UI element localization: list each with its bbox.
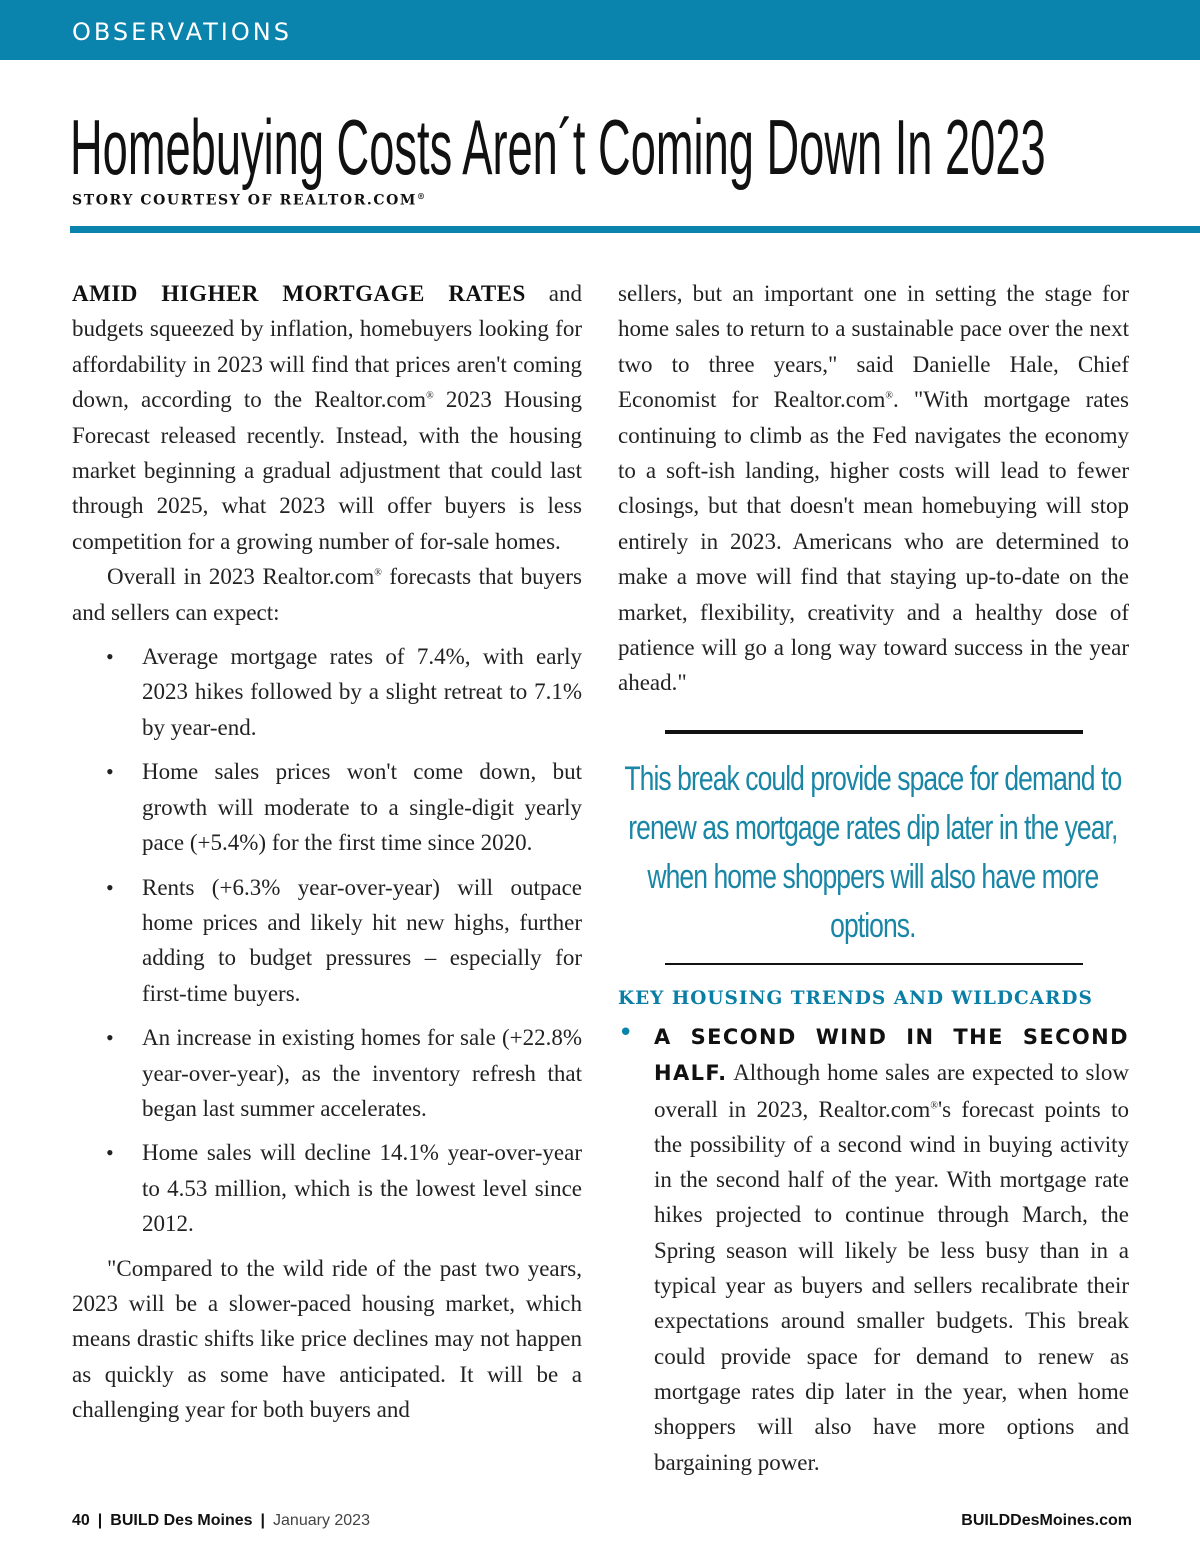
list-item: • Home sales prices won't come down, but growth will moderate to a single-digit yearly pace (+5.4%) for the first time since 2020. bbox=[142, 754, 582, 860]
pull-quote-bottom-rule bbox=[665, 963, 1083, 965]
intro-paragraph bbox=[72, 276, 582, 559]
section-label: OBSERVATIONS bbox=[72, 18, 292, 46]
issue-date: January 2023 bbox=[273, 1512, 370, 1529]
section-banner bbox=[0, 0, 1200, 60]
lead-in: AMID HIGHER MORTGAGE RATES bbox=[72, 281, 526, 306]
list-item: • Home sales will decline 14.1% year-over-year to 4.53 million, which is the lowest level since 2012. bbox=[142, 1135, 582, 1241]
list-item: • Average mortgage rates of 7.4%, with early 2023 hikes followed by a slight retreat to 7.1% by year-end. bbox=[142, 639, 582, 745]
registered-mark: ® bbox=[426, 390, 434, 402]
forecast-intro-paragraph: Overall in 2023 Realtor.com® forecasts that buyers and sellers can expect: bbox=[72, 564, 583, 625]
byline-text: STORY COURTESY OF REALTOR.COM bbox=[72, 192, 418, 209]
article-headline: Homebuying Costs Aren´t Coming Down In 2023 bbox=[70, 103, 1046, 191]
intro-text: and budgets squeezed by inflation, homebuyers looking for affordability in 2023 will find that prices aren't coming down, according to the Realtor.com® 2023 Housing Forecast released recently. Instead, with the housing market beginning a gradual adjustment that could last through 2025, what 2023 will offer buyers is less competition for a growing number of for-sale homes. bbox=[72, 281, 582, 554]
page-number: 40 bbox=[72, 1512, 90, 1529]
pull-quote bbox=[620, 755, 1126, 951]
registered-mark: ® bbox=[885, 390, 893, 402]
quote-continuation-paragraph: sellers, but an important one in setting the stage for home sales to return to a sustainable pace over the next two to three years," said Danielle Hale, Chief Economist for Realtor.com®. "With mortgage rates continuing to climb as the Fed navigates the economy to a soft-ish landing, higher costs will lead to fewer closings, but that doesn't mean homebuying will stop entirely in 2023. Americans who are determined to make a move will find that staying up-to-date on the market, flexibility, creativity and a healthy dose of patience will go a long way toward success in the year ahead." bbox=[618, 281, 1129, 696]
headline-divider bbox=[70, 226, 1200, 233]
bullet-icon: • bbox=[618, 1018, 634, 1048]
footer-separator: | bbox=[97, 1512, 103, 1529]
quote-paragraph: "Compared to the wild ride of the past two years, 2023 will be a slower-paced housing market, which means drastic shifts like price declines may not happen as quickly as some have anticipated. It will be a challenging year for both buyers and bbox=[72, 1255, 582, 1423]
byline-registered-mark: ® bbox=[417, 191, 427, 201]
trend-body: Although home sales are expected to slow overall in 2023, Realtor.com®'s forecast points to the possibility of a second wind in buying activity in the second half of the year. With mortgage rate hikes projected to continue through March, the Spring season will likely be less busy than in a typical year as buyers and sellers recalibrate their expectations around smaller budgets. This break could provide space for demand to renew as mortgage rates dip later in the year, when home shoppers will also have more options and bargaining power. bbox=[654, 1060, 1129, 1475]
list-item: • Rents (+6.3% year-over-year) will outpace home prices and likely hit new highs, further adding to budget pressures – especially for first-time buyers. bbox=[142, 870, 582, 1012]
website-link[interactable]: BUILDDesMoines.com bbox=[961, 1512, 1132, 1529]
registered-mark: ® bbox=[930, 1099, 938, 1111]
page-footer bbox=[72, 1510, 1132, 1532]
registered-mark: ® bbox=[374, 567, 382, 579]
left-column bbox=[72, 276, 582, 1428]
article-byline bbox=[72, 192, 427, 208]
trends-heading: KEY HOUSING TRENDS AND WILDCARDS bbox=[618, 988, 1093, 1009]
pull-quote-text: This break could provide space for demand to renew as mortgage rates dip later in the year, when home shoppers will also have more options. bbox=[624, 760, 1122, 945]
publication-name: BUILD Des Moines bbox=[110, 1512, 253, 1529]
trend-item bbox=[654, 1019, 1129, 1480]
footer-separator: | bbox=[260, 1512, 266, 1529]
forecast-list bbox=[72, 639, 582, 1242]
list-item: • An increase in existing homes for sale (+22.8% year-over-year), as the inventory refresh that began last summer accelerates. bbox=[142, 1020, 582, 1126]
pull-quote-top-rule bbox=[665, 730, 1083, 734]
trend-title: A SECOND WIND IN THE SECOND HALF. bbox=[654, 1025, 1129, 1086]
right-column bbox=[618, 276, 1129, 701]
